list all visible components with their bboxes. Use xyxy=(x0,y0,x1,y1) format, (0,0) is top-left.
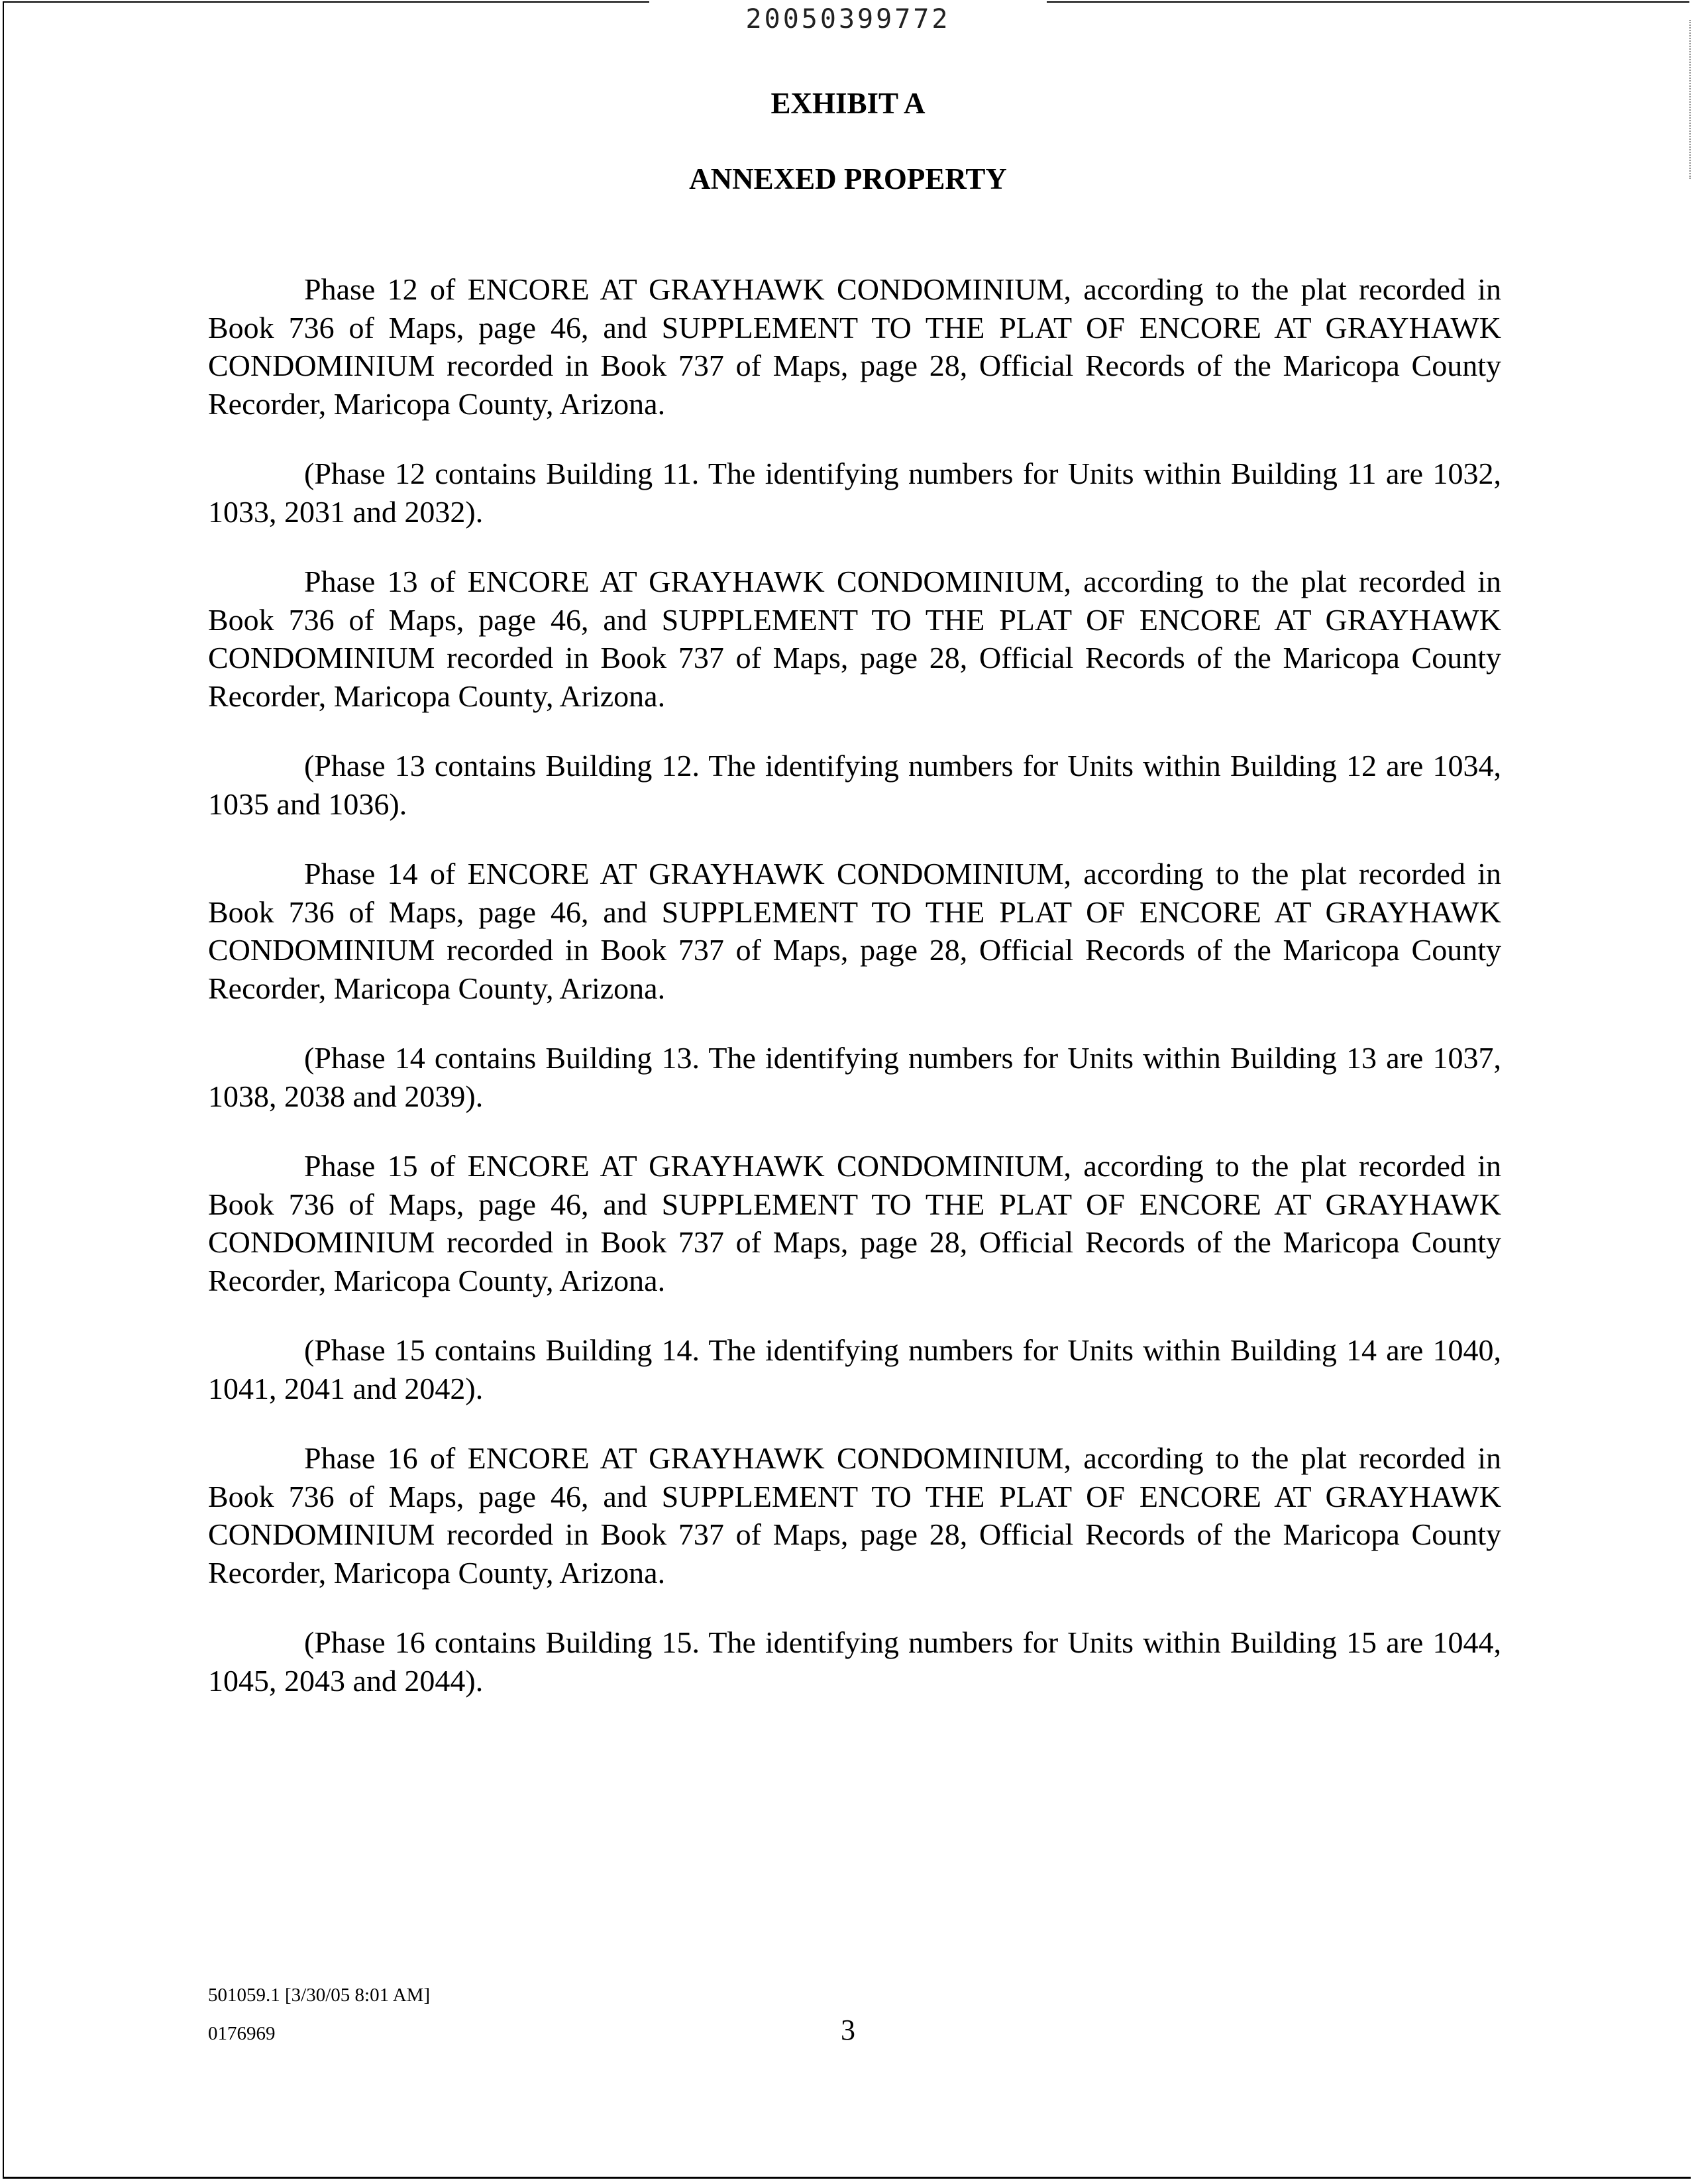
legal-description-phase-13: Phase 13 of ENCORE AT GRAYHAWK CONDOMINIUM, according to the plat recorded in Book 736 of Maps, page 46, and SUPPLEMENT TO THE PLAT OF ENCORE AT GRAYHAWK CONDOMINIUM recorded in Book 737 of Maps, page 28, Official Records of the Maricopa County Recorder, Maricopa County, Arizona. xyxy=(208,565,1501,713)
footer-document-reference: 501059.1 [3/30/05 8:01 AM] xyxy=(208,1985,431,2006)
building-note-phase-13: (Phase 13 contains Building 12. The identifying numbers for Units within Building 12 are 1034, 1035 and 1036). xyxy=(208,749,1501,821)
page-number: 3 xyxy=(841,2014,855,2046)
top-border-right xyxy=(1047,1,1689,3)
legal-description-phase-16: Phase 16 of ENCORE AT GRAYHAWK CONDOMINIUM, according to the plat recorded in Book 736 of Maps, page 46, and SUPPLEMENT TO THE PLAT OF ENCORE AT GRAYHAWK CONDOMINIUM recorded in Book 737 of Maps, page 28, Official Records of the Maricopa County Recorder, Maricopa County, Arizona. xyxy=(208,1441,1501,1590)
footer-file-reference: 0176969 xyxy=(208,2023,276,2044)
exhibit-subtitle: ANNEXED PROPERTY xyxy=(689,162,1007,195)
legal-description-phase-14: Phase 14 of ENCORE AT GRAYHAWK CONDOMINIUM, according to the plat recorded in Book 736 of Maps, page 46, and SUPPLEMENT TO THE PLAT OF ENCORE AT GRAYHAWK CONDOMINIUM recorded in Book 737 of Maps, page 28, Official Records of the Maricopa County Recorder, Maricopa County, Arizona. xyxy=(208,857,1501,1005)
building-note-phase-16: (Phase 16 contains Building 15. The identifying numbers for Units within Building 15 are 1044, 1045, 2043 and 2044). xyxy=(208,1625,1501,1698)
top-border-left xyxy=(3,1,649,3)
document-body xyxy=(208,270,1501,1731)
legal-description-phase-15: Phase 15 of ENCORE AT GRAYHAWK CONDOMINIUM, according to the plat recorded in Book 736 of Maps, page 46, and SUPPLEMENT TO THE PLAT OF ENCORE AT GRAYHAWK CONDOMINIUM recorded in Book 737 of Maps, page 28, Official Records of the Maricopa County Recorder, Maricopa County, Arizona. xyxy=(208,1149,1501,1297)
exhibit-title: EXHIBIT A xyxy=(770,87,926,120)
legal-description-phase-12: Phase 12 of ENCORE AT GRAYHAWK CONDOMINIUM, according to the plat recorded in Book 736 of Maps, page 46, and SUPPLEMENT TO THE PLAT OF ENCORE AT GRAYHAWK CONDOMINIUM recorded in Book 737 of Maps, page 28, Official Records of the Maricopa County Recorder, Maricopa County, Arizona. xyxy=(208,272,1501,421)
building-note-phase-12: (Phase 12 contains Building 11. The identifying numbers for Units within Building 11 are 1032, 1033, 2031 and 2032). xyxy=(208,457,1501,529)
building-note-phase-14: (Phase 14 contains Building 13. The identifying numbers for Units within Building 13 are 1037, 1038, 2038 and 2039). xyxy=(208,1041,1501,1113)
building-note-phase-15: (Phase 15 contains Building 14. The identifying numbers for Units within Building 14 are 1040, 1041, 2041 and 2042). xyxy=(208,1333,1501,1405)
recording-number: 20050399772 xyxy=(745,4,951,34)
